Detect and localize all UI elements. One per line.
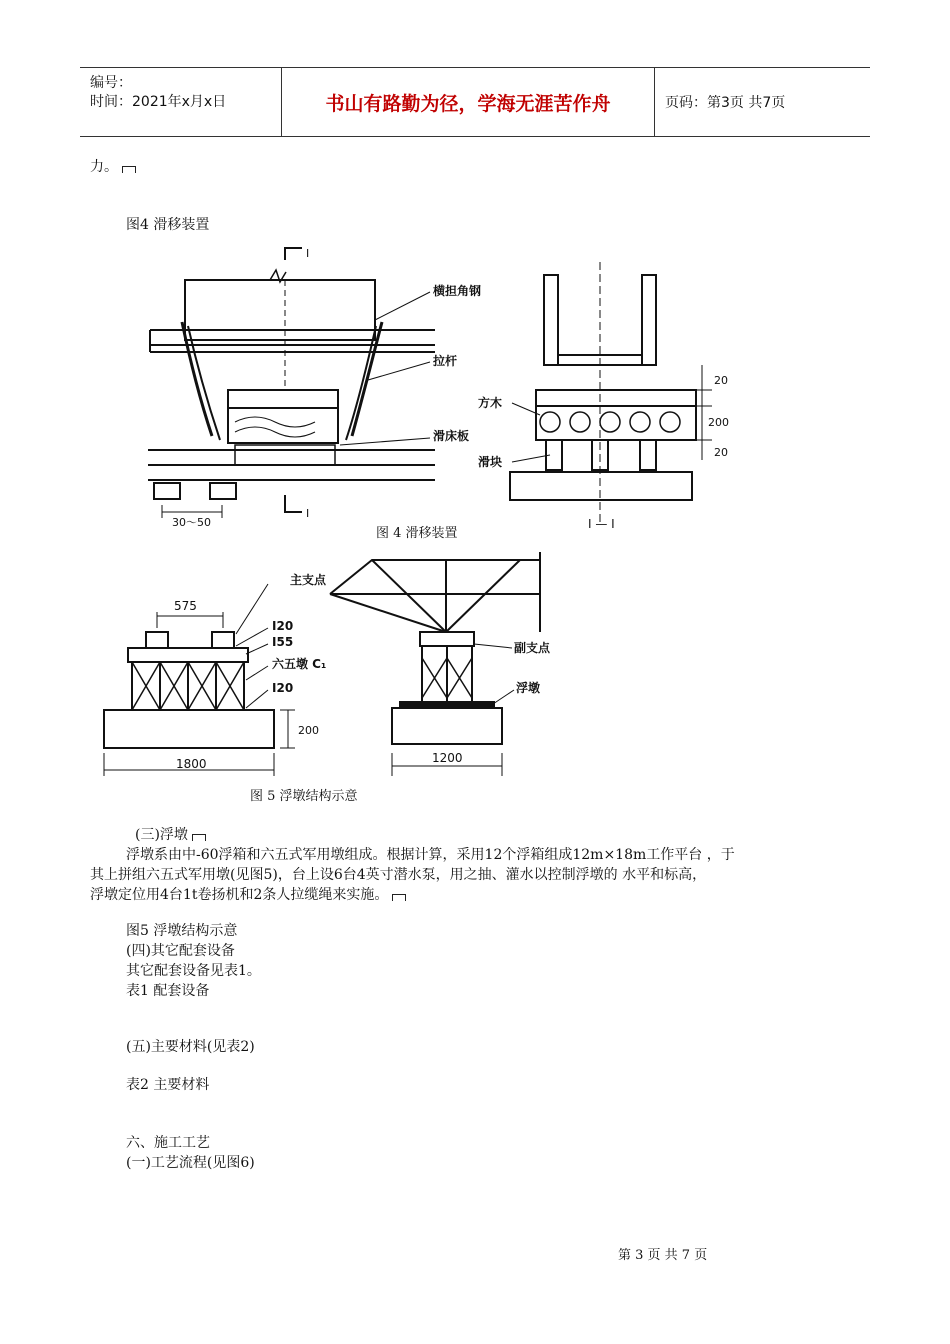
table2-caption: 表2 主要材料 [126,1077,210,1093]
section3-paragraph-line: 浮墩系由中-60浮箱和六五式军用墩组成。根据计算，采用12个浮箱组成12m×18m工作平台 ，于 [126,847,735,863]
header-meta [90,74,226,112]
label-float-pier: 浮墩 [516,681,541,695]
dim-200: 200 [708,416,729,429]
section5-title: (五)主要材料(见表2) [126,1039,255,1055]
dim-200: 200 [298,724,319,737]
page-header [80,67,870,137]
label-sub-support: 副支点 [514,641,551,655]
figure4-sliding-device [140,240,730,545]
section4-body: 其它配套设备见表1。 [126,963,261,979]
figure4-section-caption: I — I [588,517,615,531]
label-i20-top: I20 [272,619,294,633]
header-page-number: 页码：第3页 共7页 [665,95,786,111]
page-footer: 第 3 页 共 7 页 [618,1248,708,1263]
paragraph-mark-icon [392,894,406,901]
label-angle-steel: 横担角钢 [433,284,482,298]
section-mark-bottom: I [306,507,310,520]
header-divider [654,68,655,136]
label-slide-block: 滑块 [478,455,503,469]
dim-20a: 20 [714,374,728,387]
section-mark-top: I [306,247,310,260]
paragraph-mark-icon [192,834,206,841]
section3-paragraph-line: 浮墩定位用4台1t卷扬机和2条人拉缆绳来实施。 [90,886,406,905]
section6-1-title: (一)工艺流程(见图6) [126,1155,255,1171]
figure5-caption: 图 5 浮墩结构示意 [250,789,358,804]
label-i20-bottom: I20 [272,681,294,695]
paragraph-mark-icon [122,166,136,173]
label-pier-c1: 六五墩 C₁ [272,657,327,671]
dim-575: 575 [174,599,197,613]
section3-paragraph-line: 其上拼组六五式军用墩(见图5)，台上设6台4英寸潜水泵，用之抽、灌水以控制浮墩的 水平和标高， [90,867,707,883]
section4-title: (四)其它配套设备 [126,943,235,959]
label-main-support: 主支点 [290,573,327,587]
body-line: 力。 [90,158,136,177]
label-slide-plate: 滑床板 [433,429,470,443]
figure5-caption-text: 图5 浮墩结构示意 [126,923,238,939]
section3-title: (三)浮墩 [135,826,206,845]
section6-title: 六、施工工艺 [126,1135,210,1151]
label-tie-rod: 拉杆 [433,354,458,368]
label-i55: I55 [272,635,294,649]
dim-20b: 20 [714,446,728,459]
header-motto: 书山有路勤为径，学海无涯苦作舟 [325,92,611,115]
dim-1200: 1200 [432,751,463,765]
table1-caption: 表1 配套设备 [126,983,210,999]
figure4-caption: 图 4 滑移装置 [376,526,458,541]
header-time: 时间：2021年x月x日 [90,94,227,110]
figure5-float-pier [100,548,560,810]
label-square-wood: 方木 [478,396,503,410]
header-number: 编号： [90,75,132,91]
figure4-caption-text: 图4 滑移装置 [126,217,210,233]
dim-30-50: 30～50 [172,516,211,529]
dim-1800: 1800 [176,757,207,771]
